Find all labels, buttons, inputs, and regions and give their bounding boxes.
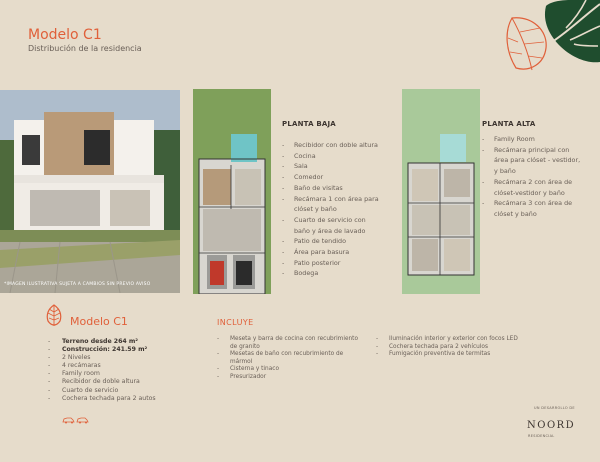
model-name: Modelo C1 <box>70 315 128 328</box>
construccion-text: Construcción: 241.59 m² <box>62 346 148 354</box>
list-item: - Cocina <box>282 151 316 160</box>
leaf-logo-icon <box>44 303 64 327</box>
incluye-heading: INCLUYE <box>217 318 254 327</box>
planta-alta-heading: PLANTA ALTA <box>482 120 536 128</box>
list-item: - Mesetas de baño con recubrimiento de <box>217 351 344 358</box>
house-photo <box>0 90 180 293</box>
list-item-text: baño y área de lavado <box>294 226 366 235</box>
list-item-text: Recámara 1 con área para <box>294 194 379 203</box>
list-item: - Sala <box>282 162 308 171</box>
incluye-list-1 <box>217 336 367 382</box>
list-item-text: Cuarto de servicio con <box>294 215 366 224</box>
brand-logo: NOORD <box>527 420 576 431</box>
page-title: Modelo C1 <box>28 27 102 43</box>
planta-alta-list <box>482 134 592 220</box>
list-item-text: clóset y baño <box>494 209 537 218</box>
list-item-text: Patio de tendido <box>294 237 347 246</box>
list-item <box>217 344 367 352</box>
list-item: - Recámara 1 con área para <box>282 194 379 203</box>
list-item: - Patio de tendido <box>282 237 347 246</box>
list-item: - Comedor <box>282 173 324 182</box>
list-item: - Baño de visitas <box>282 183 343 192</box>
list-item-text: Cocina <box>294 151 316 160</box>
list-item: - Recámara 2 con área de <box>482 177 573 186</box>
list-item-text: Sala <box>294 162 308 171</box>
brand-prefix: UN DESARROLLO DE <box>534 406 575 410</box>
list-item <box>217 359 367 367</box>
model-specs-list <box>48 338 198 403</box>
construccion-item: - Construcción: 241.59 m² <box>48 346 148 354</box>
feature-item: - 4 recámaras <box>48 362 101 370</box>
list-item: - Cisterna y tinaco <box>217 366 279 373</box>
planta-baja-heading: PLANTA BAJA <box>282 120 336 128</box>
list-item-text: Family Room <box>494 135 535 143</box>
monstera-leaf-illustration <box>530 0 600 70</box>
feature-text: 2 Niveles <box>62 354 91 362</box>
list-item: - Cochera techada para 2 vehículos <box>376 343 488 350</box>
list-item-text: mármol <box>230 358 253 365</box>
list-item <box>482 209 592 220</box>
list-item <box>482 166 592 177</box>
list-item-text: Área para basura <box>294 248 350 257</box>
list-item-text: Cochera techada para 2 vehículos <box>389 343 488 350</box>
list-item-text: Mesetas de baño con recubrimiento de <box>230 351 344 358</box>
feature-item: - Family room <box>48 370 100 378</box>
feature-text: Cochera techada para 2 autos <box>62 394 156 402</box>
feature-item: - Cuarto de servicio <box>48 386 119 394</box>
list-item <box>282 226 392 237</box>
list-item: - Recibidor con doble altura <box>282 141 378 149</box>
list-item: - Fumigación preventiva de termitas <box>376 351 491 358</box>
list-item-text: Recámara 2 con área de <box>494 177 573 186</box>
list-item: - Cuarto de servicio con <box>282 215 366 224</box>
list-item-text: Iluminación interior y exterior con focos LED <box>389 336 518 342</box>
list-item-text: clóset y baño <box>294 205 337 214</box>
list-item-text: Cisterna y tinaco <box>230 366 279 373</box>
list-item-text: Comedor <box>294 173 324 182</box>
image-disclaimer: *IMAGEN ILUSTRATIVA SUJETA A CAMBIOS SIN PREVIO AVISO <box>4 282 151 287</box>
brand-subtitle: RESIDENCIAL <box>528 434 555 438</box>
list-item: - Iluminación interior y exterior con focos LED <box>376 336 518 342</box>
floor-plan-planta-baja <box>193 89 271 294</box>
planta-baja-list <box>282 140 392 279</box>
list-item: - Área para basura <box>282 248 350 257</box>
list-item-text: Patio posterior <box>294 258 341 267</box>
feature-text: Cuarto de servicio <box>62 386 119 394</box>
list-item-text: Fumigación preventiva de termitas <box>389 351 491 358</box>
feature-text: Family room <box>62 370 100 378</box>
list-item-text: área para clóset - vestidor, <box>494 156 581 165</box>
feature-item: - Cochera techada para 2 autos <box>48 394 156 402</box>
list-item: - Bodega <box>282 269 319 278</box>
feature-item: - 2 Niveles <box>48 354 91 362</box>
incluye-list-2 <box>376 336 556 359</box>
terreno-text: Terreno desde 264 m² <box>62 338 139 345</box>
list-item: - Family Room <box>482 135 535 143</box>
list-item: - Recámara 3 con área de <box>482 199 573 208</box>
list-item <box>482 155 592 166</box>
list-item: - Presurizador <box>217 373 267 380</box>
list-item <box>482 188 592 199</box>
car-icon <box>62 416 90 424</box>
list-item: - Recámara principal con <box>482 145 570 154</box>
list-item-text: Meseta y barra de cocina con recubrimiento <box>230 336 359 342</box>
list-item-text: de granito <box>230 343 260 350</box>
floor-plan-planta-alta <box>402 89 480 294</box>
list-item-text: Recibidor con doble altura <box>294 141 378 149</box>
list-item-text: clóset-vestidor y baño <box>494 188 565 197</box>
feature-item: - Recibidor de doble altura <box>48 378 140 386</box>
list-item <box>282 204 392 215</box>
list-item-text: Recámara principal con <box>494 145 570 154</box>
list-item: - Patio posterior <box>282 258 341 267</box>
terreno-item: - Terreno desde 264 m² <box>48 338 139 345</box>
list-item-text: Recámara 3 con área de <box>494 199 573 208</box>
list-item: - Meseta y barra de cocina con recubrimiento <box>217 336 359 342</box>
list-item-text: Baño de visitas <box>294 183 343 192</box>
list-item-text: Bodega <box>294 269 319 278</box>
list-item-text: y baño <box>494 167 516 176</box>
list-item-text: Presurizador <box>230 373 267 380</box>
page-subtitle: Distribución de la residencia <box>28 44 142 53</box>
feature-text: Recibidor de doble altura <box>62 378 140 386</box>
feature-text: 4 recámaras <box>62 362 101 370</box>
